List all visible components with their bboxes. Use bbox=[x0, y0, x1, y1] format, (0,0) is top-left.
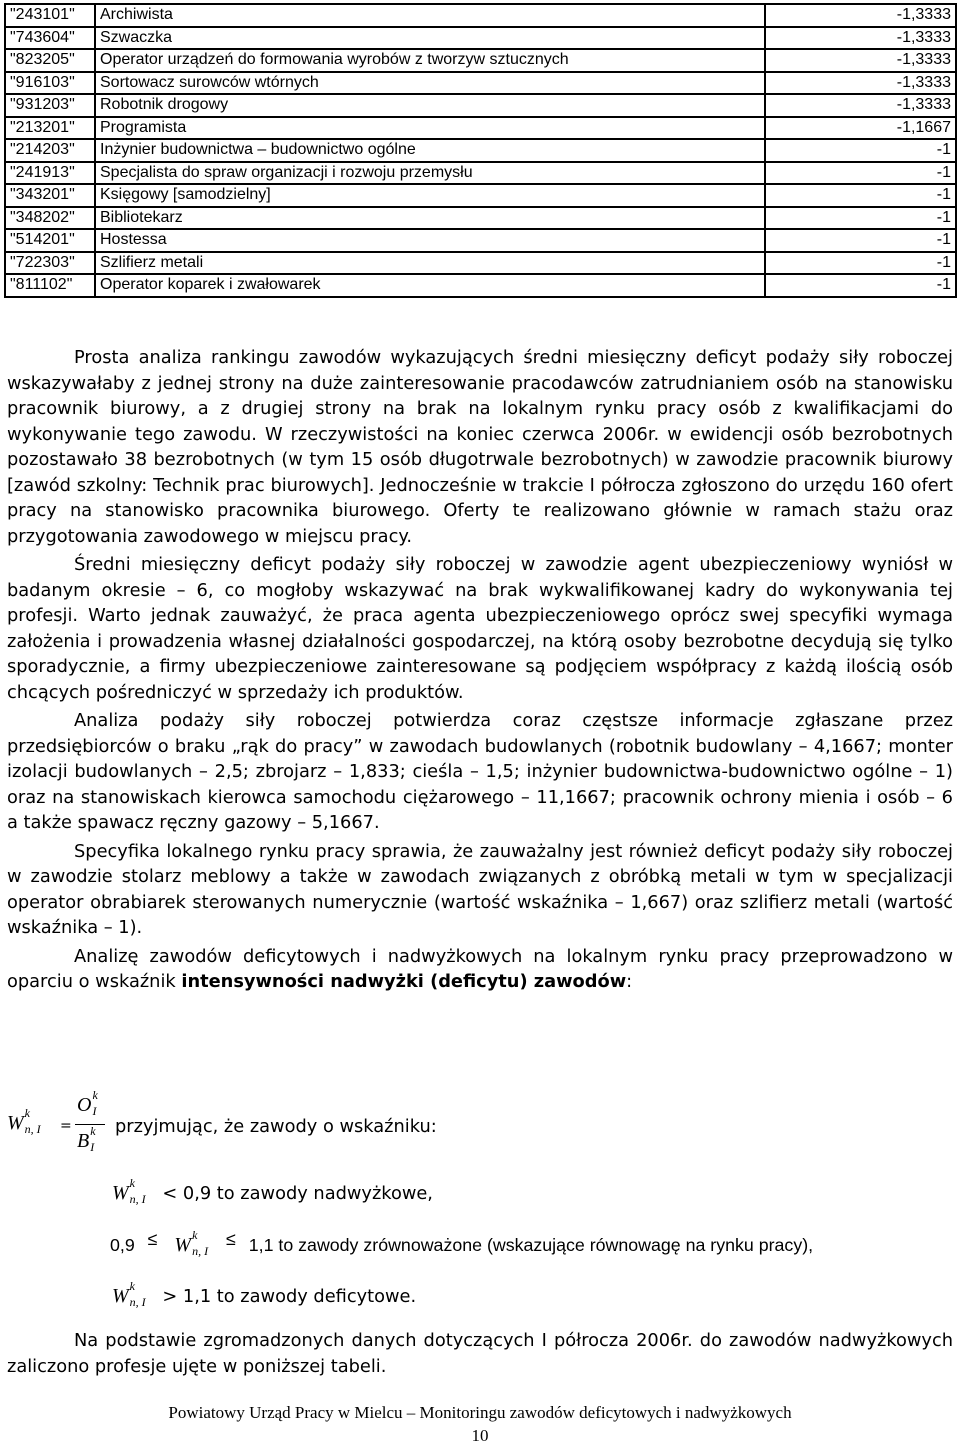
table-cell-name: Operator koparek i zwałowarek bbox=[95, 274, 765, 297]
paragraph-5-colon: : bbox=[626, 971, 633, 992]
table-cell-value: -1,3333 bbox=[765, 72, 956, 95]
table-cell-value: -1,1667 bbox=[765, 117, 956, 140]
condition-3: W k n, I > 1,1 to zawody deficytowe. bbox=[112, 1279, 417, 1309]
table-cell-code: "823205" bbox=[5, 49, 95, 72]
table-cell-value: -1 bbox=[765, 252, 956, 275]
table-cell-name: Księgowy [samodzielny] bbox=[95, 184, 765, 207]
condition-2-lower: 0,9 bbox=[110, 1235, 135, 1255]
table-cell-value: -1,3333 bbox=[765, 94, 956, 117]
table-row bbox=[5, 184, 956, 207]
le-sign-1: ≤ bbox=[147, 1229, 158, 1249]
table-cell-name: Programista bbox=[95, 117, 765, 140]
table-row bbox=[5, 49, 956, 72]
table-cell-value: -1,3333 bbox=[765, 49, 956, 72]
table-cell-code: "348202" bbox=[5, 207, 95, 230]
table-cell-code: "743604" bbox=[5, 27, 95, 50]
table-cell-code: "916103" bbox=[5, 72, 95, 95]
table-cell-code: "214203" bbox=[5, 139, 95, 162]
table-cell-code: "241913" bbox=[5, 162, 95, 185]
table-row bbox=[5, 94, 956, 117]
table-cell-name: Szwaczka bbox=[95, 27, 765, 50]
formula-w: W k n, I bbox=[7, 1106, 41, 1136]
paragraph-4: Specyfika lokalnego rynku pracy sprawia, że zauważalny jest również deficyt podaży siły roboczej w zawodzie stolarz meblowy a także w zawodach związanych z obróbką metali w tym w specjalizacji operator obrabiarek sterowanych numerycznie (wartość wskaźnika – 1,667) oraz szlifierz metali (wartość wskaźnika – 1). bbox=[7, 840, 953, 938]
table-cell-code: "811102" bbox=[5, 274, 95, 297]
table-cell-name: Operator urządzeń do formowania wyrobów z tworzyw sztucznych bbox=[95, 49, 765, 72]
paragraph-5-text: Analizę zawodów deficytowych i nadwyżkowych na lokalnym rynku pracy przeprowadzono w oparciu o wskaźnik bbox=[7, 945, 953, 992]
paragraph-1: Prosta analiza rankingu zawodów wykazujących średni miesięczny deficyt podaży siły roboczej wskazywałaby z jednej strony na duże zainteresowanie pracodawców zatrudnianiem osób na stanowisku pracownik biurowy, a z drugiej strony na brak na lokalnym rynku pracy osób z kwalifikacjami do wykonywanie tego zawodu. W rzeczywistości na koniec czerwca 2006r. w ewidencji osób bezrobotnych pozostawało 38 bezrobotnych (w tym 15 osób długotrwale bezrobotnych) w zawodzie pracownik biurowy [zawód szkolny: Technik prac biurowych]. Jednocześnie w trakcie I półrocza zgłoszono do urzędu 160 ofert pracy na stanowisko pracownika biurowego. Oferty te realizowano głównie w ramach stażu oraz przygotowania zawodowego w miejscu pracy. bbox=[7, 347, 953, 547]
table-cell-name: Archiwista bbox=[95, 4, 765, 27]
table-cell-name: Specjalista do spraw organizacji i rozwoju przemysłu bbox=[95, 162, 765, 185]
paragraph-3: Analiza podaży siły roboczej potwierdza coraz częstsze informacje zgłaszane przez przedsiębiorców o braku „rąk do pracy” w zawodach budowlanych (robotnik budowlany – 4,1667; monter izolacji budowlanych – 2,5; zbrojarz – 1,833; cieśla – 1,5; inżynier budownictwa-budownictwo ogólne – 1) oraz na stanowiskach kierowca samochodu ciężarowego – 11,1667; pracownik ochrony mienia i osób – 6 a także spawacz ręczny gazowy – 5,1667. bbox=[7, 710, 953, 833]
table-cell-value: -1 bbox=[765, 184, 956, 207]
table-cell-value: -1 bbox=[765, 274, 956, 297]
table-row bbox=[5, 117, 956, 140]
table-row bbox=[5, 274, 956, 297]
table-cell-value: -1,3333 bbox=[765, 4, 956, 27]
paragraph-5 bbox=[7, 944, 953, 995]
footer-title: Powiatowy Urząd Pracy w Mielcu – Monitoringu zawodów deficytowych i nadwyżkowych bbox=[168, 1403, 792, 1422]
table-row bbox=[5, 162, 956, 185]
occupation-table bbox=[4, 3, 957, 298]
condition-1: W k n, I < 0,9 to zawody nadwyżkowe, bbox=[112, 1176, 433, 1206]
condition-2-text: 1,1 to zawody zrównoważone (wskazujące równowagę na rynku pracy), bbox=[248, 1235, 814, 1255]
table-cell-value: -1 bbox=[765, 162, 956, 185]
paragraph-5-bold: intensywności nadwyżki (deficytu) zawodów bbox=[181, 971, 627, 992]
table-cell-name: Hostessa bbox=[95, 229, 765, 252]
formula-equals: = bbox=[60, 1118, 72, 1134]
table-cell-name: Robotnik drogowy bbox=[95, 94, 765, 117]
table-cell-value: -1 bbox=[765, 229, 956, 252]
formula-numerator: O k I bbox=[77, 1088, 98, 1118]
table-cell-code: "213201" bbox=[5, 117, 95, 140]
table-row bbox=[5, 207, 956, 230]
table-cell-name: Sortowacz surowców wtórnych bbox=[95, 72, 765, 95]
closing-paragraph: Na podstawie zgromadzonych danych dotyczących I półrocza 2006r. do zawodów nadwyżkowych zaliczono profesje ujęte w poniższej tabeli. bbox=[7, 1330, 953, 1377]
table-cell-code: "722303" bbox=[5, 252, 95, 275]
table-cell-code: "514201" bbox=[5, 229, 95, 252]
le-sign-2: ≤ bbox=[226, 1229, 236, 1249]
table-cell-name: Szlifierz metali bbox=[95, 252, 765, 275]
paragraph-2: Średni miesięczny deficyt podaży siły roboczej w zawodzie agent ubezpieczeniowy wyniósł w badanym okresie – 6, co mogłoby wskazywać na brak wykwalifikowanej kadry do wykonywania tej profesji. Warto jednak zauważyć, że praca agenta ubezpieczeniowego oprócz swej specyfiki wymaga założenia i prowadzenia własnej działalności gospodarczej, na którą osoby bezrobotne decydują się tylko sporadycznie, a firmy ubezpieczeniowe zainteresowane są podjęciem współpracy z każdą ilością osób chcących pośredniczyć w sprzedaży ich produktów. bbox=[7, 554, 953, 703]
condition-3-text: > 1,1 to zawody deficytowe. bbox=[162, 1286, 417, 1307]
table-cell-name: Bibliotekarz bbox=[95, 207, 765, 230]
condition-1-text: < 0,9 to zawody nadwyżkowe, bbox=[162, 1183, 433, 1204]
table-cell-value: -1 bbox=[765, 207, 956, 230]
condition-2: 0,9 ≤ W k n, I ≤ 1,1 to zawody zrównoważone (wskazujące równowagę na rynku pracy), bbox=[110, 1228, 814, 1258]
table-cell-value: -1 bbox=[765, 139, 956, 162]
closing-text bbox=[7, 1328, 953, 1382]
page-number: 10 bbox=[471, 1426, 489, 1445]
body-text bbox=[7, 345, 953, 998]
table-row bbox=[5, 252, 956, 275]
table-row bbox=[5, 139, 956, 162]
table-cell-code: "243101" bbox=[5, 4, 95, 27]
formula-denominator: B k I bbox=[77, 1124, 96, 1154]
table-cell-code: "931203" bbox=[5, 94, 95, 117]
table-row bbox=[5, 4, 956, 27]
formula-assumption: przyjmując, że zawody o wskaźniku: bbox=[115, 1116, 437, 1137]
table-cell-name: Inżynier budownictwa – budownictwo ogólne bbox=[95, 139, 765, 162]
table-row bbox=[5, 27, 956, 50]
table-row bbox=[5, 229, 956, 252]
table-cell-code: "343201" bbox=[5, 184, 95, 207]
table-row bbox=[5, 72, 956, 95]
index-formula bbox=[7, 1088, 953, 1168]
table-cell-value: -1,3333 bbox=[765, 27, 956, 50]
